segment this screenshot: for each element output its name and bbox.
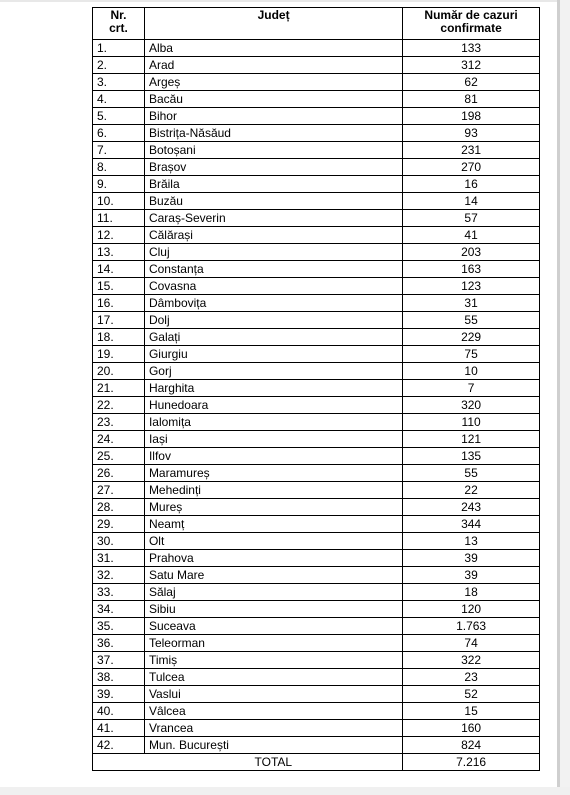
row-number-cell: 7. [93,142,145,159]
cases-count-cell: 93 [403,125,540,142]
row-number-cell: 20. [93,363,145,380]
row-number-cell: 40. [93,703,145,720]
county-name-cell: Suceava [144,618,402,635]
row-number-cell: 3. [93,74,145,91]
county-name-cell: Bistrița-Năsăud [144,125,402,142]
county-name-cell: Vâlcea [144,703,402,720]
total-label: TOTAL [144,754,402,771]
cases-count-cell: 15 [403,703,540,720]
table-row [93,465,540,482]
cases-count-cell: 110 [403,414,540,431]
row-number-cell: 14. [93,261,145,278]
cases-count-cell: 322 [403,652,540,669]
page-top-edge [0,0,570,2]
cases-count-cell: 62 [403,74,540,91]
cases-count-cell: 163 [403,261,540,278]
cases-count-cell: 39 [403,550,540,567]
county-name-cell: Vaslui [144,686,402,703]
row-number-cell: 25. [93,448,145,465]
cases-count-cell: 22 [403,482,540,499]
cases-count-cell: 824 [403,737,540,754]
county-name-cell: Gorj [144,363,402,380]
county-name-cell: Mun. București [144,737,402,754]
total-row-blank-cell [93,754,145,771]
county-name-cell: Satu Mare [144,567,402,584]
row-number-cell: 35. [93,618,145,635]
row-number-cell: 32. [93,567,145,584]
cases-count-cell: 10 [403,363,540,380]
cases-count-cell: 198 [403,108,540,125]
cases-count-cell: 39 [403,567,540,584]
table-row [93,618,540,635]
row-number-cell: 18. [93,329,145,346]
row-number-cell: 33. [93,584,145,601]
table-row [93,601,540,618]
county-name-cell: Mehedinți [144,482,402,499]
county-name-cell: Cluj [144,244,402,261]
county-name-cell: Constanța [144,261,402,278]
cases-count-cell: 120 [403,601,540,618]
table-row [93,431,540,448]
row-number-cell: 2. [93,57,145,74]
cases-count-cell: 270 [403,159,540,176]
county-name-cell: Neamț [144,516,402,533]
table-row [93,652,540,669]
cases-count-cell: 75 [403,346,540,363]
county-name-cell: Prahova [144,550,402,567]
county-name-cell: Sibiu [144,601,402,618]
cases-count-cell: 74 [403,635,540,652]
county-name-cell: Dâmbovița [144,295,402,312]
cases-count-cell: 123 [403,278,540,295]
table-row [93,159,540,176]
county-name-cell: Arad [144,57,402,74]
county-name-cell: Alba [144,40,402,57]
table-row [93,380,540,397]
row-number-cell: 1. [93,40,145,57]
row-number-cell: 27. [93,482,145,499]
row-number-cell: 12. [93,227,145,244]
table-row [93,210,540,227]
row-number-cell: 8. [93,159,145,176]
total-value: 7.216 [403,754,540,771]
table-row [93,363,540,380]
county-cases-table [92,7,540,771]
row-number-cell: 6. [93,125,145,142]
cases-count-cell: 135 [403,448,540,465]
table-row [93,125,540,142]
table-row [93,448,540,465]
table-row [93,57,540,74]
table-row [93,482,540,499]
cases-count-cell: 160 [403,720,540,737]
table-row [93,499,540,516]
county-name-cell: Bacău [144,91,402,108]
cases-count-cell: 231 [403,142,540,159]
table-row [93,397,540,414]
county-name-cell: Călărași [144,227,402,244]
row-number-cell: 22. [93,397,145,414]
county-name-cell: Ialomița [144,414,402,431]
table-row [93,635,540,652]
cases-count-cell: 7 [403,380,540,397]
county-name-cell: Teleorman [144,635,402,652]
table-row [93,261,540,278]
header-county: Județ [144,8,402,40]
table-row [93,244,540,261]
header-nr-crt: Nr. crt. [93,8,145,40]
cases-count-cell: 344 [403,516,540,533]
county-name-cell: Mureș [144,499,402,516]
table-row [93,720,540,737]
row-number-cell: 13. [93,244,145,261]
table-row [93,91,540,108]
table-row [93,584,540,601]
cases-count-cell: 52 [403,686,540,703]
row-number-cell: 29. [93,516,145,533]
row-number-cell: 9. [93,176,145,193]
table-row [93,176,540,193]
cases-count-cell: 18 [403,584,540,601]
row-number-cell: 16. [93,295,145,312]
row-number-cell: 36. [93,635,145,652]
county-name-cell: Dolj [144,312,402,329]
table-row [93,312,540,329]
row-number-cell: 11. [93,210,145,227]
row-number-cell: 39. [93,686,145,703]
cases-count-cell: 133 [403,40,540,57]
county-name-cell: Iași [144,431,402,448]
cases-count-cell: 23 [403,669,540,686]
county-name-cell: Covasna [144,278,402,295]
cases-count-cell: 57 [403,210,540,227]
row-number-cell: 10. [93,193,145,210]
row-number-cell: 15. [93,278,145,295]
page-bottom-edge [0,787,570,795]
county-name-cell: Bihor [144,108,402,125]
row-number-cell: 17. [93,312,145,329]
cases-count-cell: 14 [403,193,540,210]
cases-count-cell: 320 [403,397,540,414]
cases-count-cell: 203 [403,244,540,261]
table-row [93,567,540,584]
county-name-cell: Caraș-Severin [144,210,402,227]
row-number-cell: 38. [93,669,145,686]
cases-count-cell: 229 [403,329,540,346]
table-row [93,295,540,312]
county-name-cell: Hunedoara [144,397,402,414]
table-row [93,108,540,125]
cases-count-cell: 31 [403,295,540,312]
county-name-cell: Giurgiu [144,346,402,363]
header-confirmed-cases: Număr de cazuri confirmate [403,8,540,40]
county-name-cell: Brăila [144,176,402,193]
cases-count-cell: 81 [403,91,540,108]
county-name-cell: Harghita [144,380,402,397]
cases-count-cell: 16 [403,176,540,193]
county-name-cell: Galați [144,329,402,346]
row-number-cell: 37. [93,652,145,669]
county-name-cell: Timiș [144,652,402,669]
table-total-row [93,754,540,771]
row-number-cell: 21. [93,380,145,397]
table-row [93,193,540,210]
row-number-cell: 30. [93,533,145,550]
table-row [93,533,540,550]
table-row [93,686,540,703]
county-name-cell: Argeș [144,74,402,91]
table-row [93,74,540,91]
cases-count-cell: 1.763 [403,618,540,635]
table-row [93,516,540,533]
page-right-shadow [557,0,560,795]
table-row [93,227,540,244]
table-row [93,550,540,567]
county-name-cell: Sălaj [144,584,402,601]
row-number-cell: 41. [93,720,145,737]
cases-count-cell: 13 [403,533,540,550]
county-name-cell: Tulcea [144,669,402,686]
row-number-cell: 31. [93,550,145,567]
table-row [93,346,540,363]
table-row [93,703,540,720]
table-row [93,669,540,686]
county-name-cell: Olt [144,533,402,550]
row-number-cell: 26. [93,465,145,482]
row-number-cell: 5. [93,108,145,125]
county-name-cell: Maramureș [144,465,402,482]
row-number-cell: 24. [93,431,145,448]
cases-count-cell: 55 [403,465,540,482]
cases-count-cell: 121 [403,431,540,448]
row-number-cell: 4. [93,91,145,108]
row-number-cell: 19. [93,346,145,363]
table-row [93,737,540,754]
cases-count-cell: 55 [403,312,540,329]
table-row [93,40,540,57]
row-number-cell: 23. [93,414,145,431]
table-header-row [93,8,540,40]
county-name-cell: Ilfov [144,448,402,465]
county-name-cell: Brașov [144,159,402,176]
cases-count-cell: 41 [403,227,540,244]
table-row [93,278,540,295]
table-row [93,414,540,431]
table-row [93,329,540,346]
row-number-cell: 42. [93,737,145,754]
county-name-cell: Buzău [144,193,402,210]
cases-count-cell: 243 [403,499,540,516]
row-number-cell: 28. [93,499,145,516]
cases-count-cell: 312 [403,57,540,74]
row-number-cell: 34. [93,601,145,618]
table-body [93,40,540,754]
page-right-margin [560,0,570,795]
table-row [93,142,540,159]
county-name-cell: Vrancea [144,720,402,737]
county-name-cell: Botoșani [144,142,402,159]
